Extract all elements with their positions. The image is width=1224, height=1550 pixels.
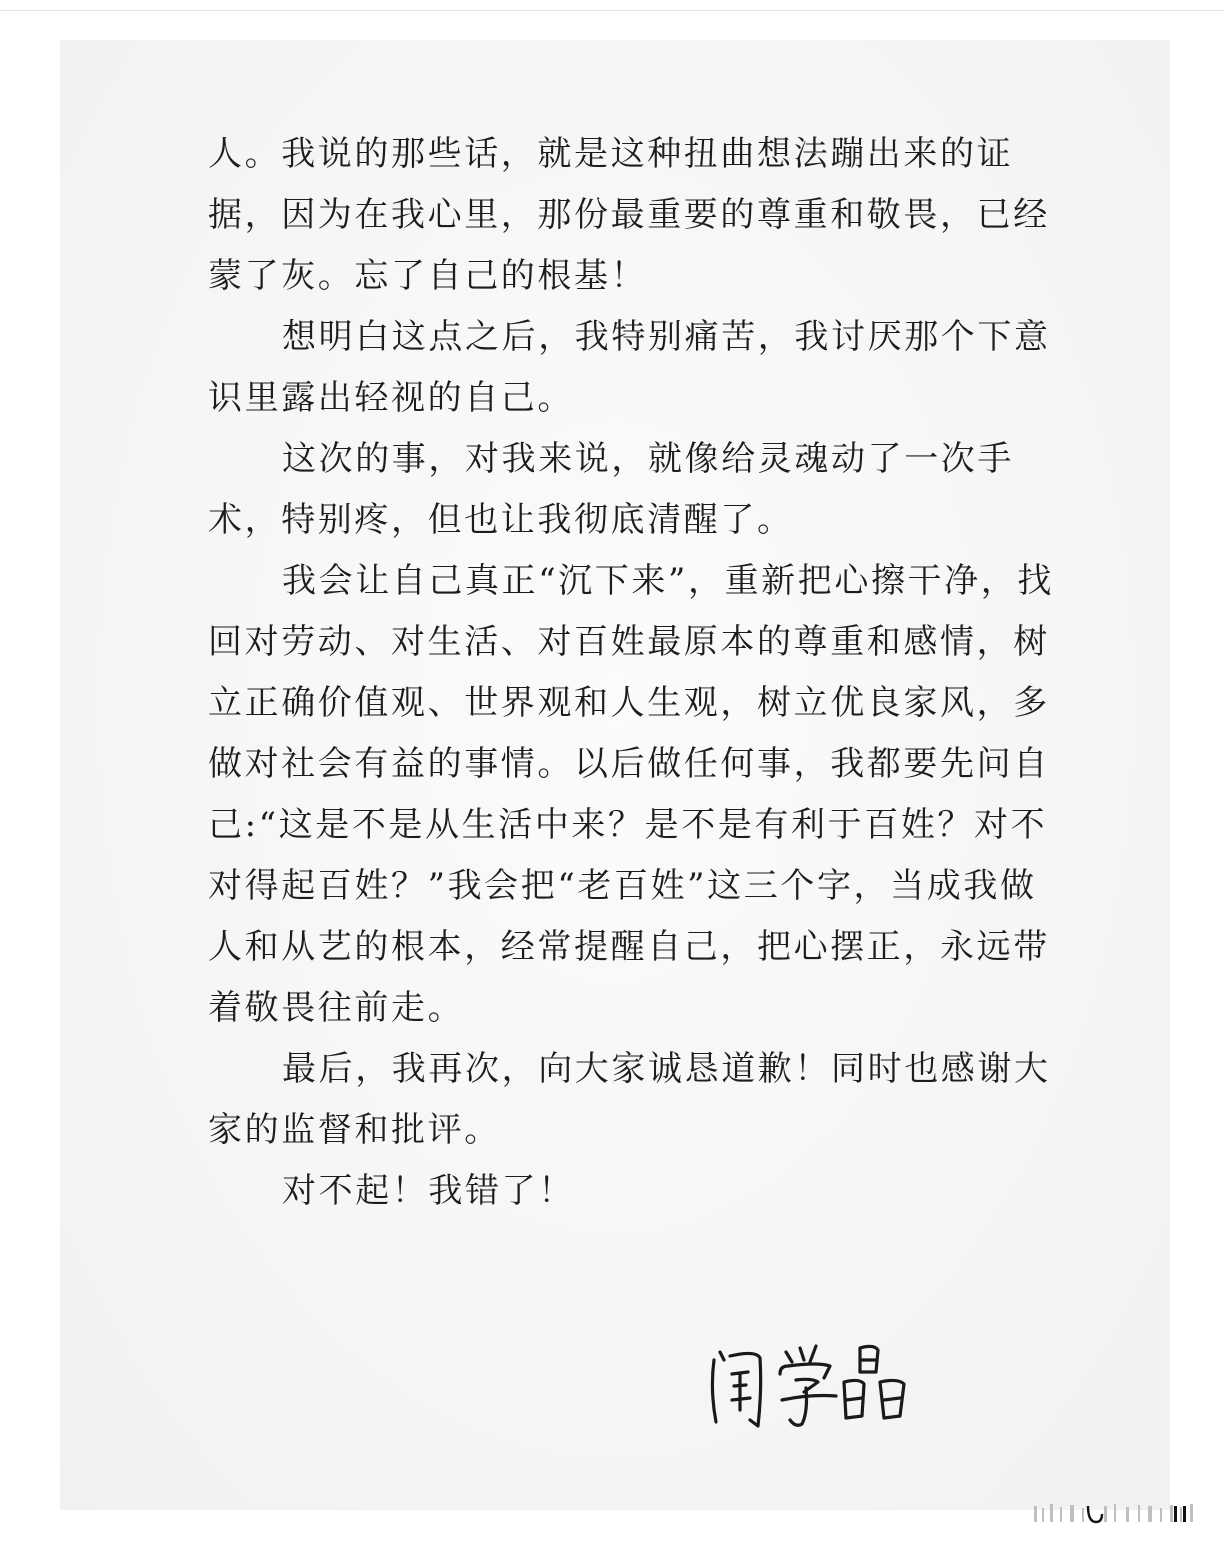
paragraph: 对不起！我错了！ [282,1171,575,1211]
paragraph: 想明白这点之后，我特别痛苦，我讨厌那个下意识里露出轻视的自己。 [208,317,1051,418]
paragraph: 我会让自己真正“沉下来”，重新把心擦干净，找回对劳动、对生活、对百姓最原本的尊重和感情，树立正确价值观、世界观和人生观，树立优良家风，多做对社会有益的事情。以后做任何事，我都要先问自己:“这是不是从生活中来？是不是有利于百姓？对不对得起百姓？”我会把“老百姓”这三个字，当成我做人和从艺的根本，经常提醒自己，把心摆正，永远带着敬畏往前走。 [208,561,1054,1028]
handwritten-signature [700,1330,940,1440]
watermark-icon [1030,1500,1200,1526]
corner-watermark [1030,1500,1200,1526]
paragraph-continued: 人。我说的那些话，就是这种扭曲想法蹦出来的证据，因为在我心里，那份最重要的尊重和敬畏，已经蒙了灰。忘了自己的根基！ [208,134,1050,296]
paragraph: 最后，我再次，向大家诚恳道歉！同时也感谢大家的监督和批评。 [208,1049,1051,1150]
top-divider [0,10,1224,11]
signature-icon [700,1330,940,1440]
paragraph: 这次的事，对我来说，就像给灵魂动了一次手术，特别疼，但也让我彻底清醒了。 [208,439,1014,540]
letter-body [208,124,1058,1222]
